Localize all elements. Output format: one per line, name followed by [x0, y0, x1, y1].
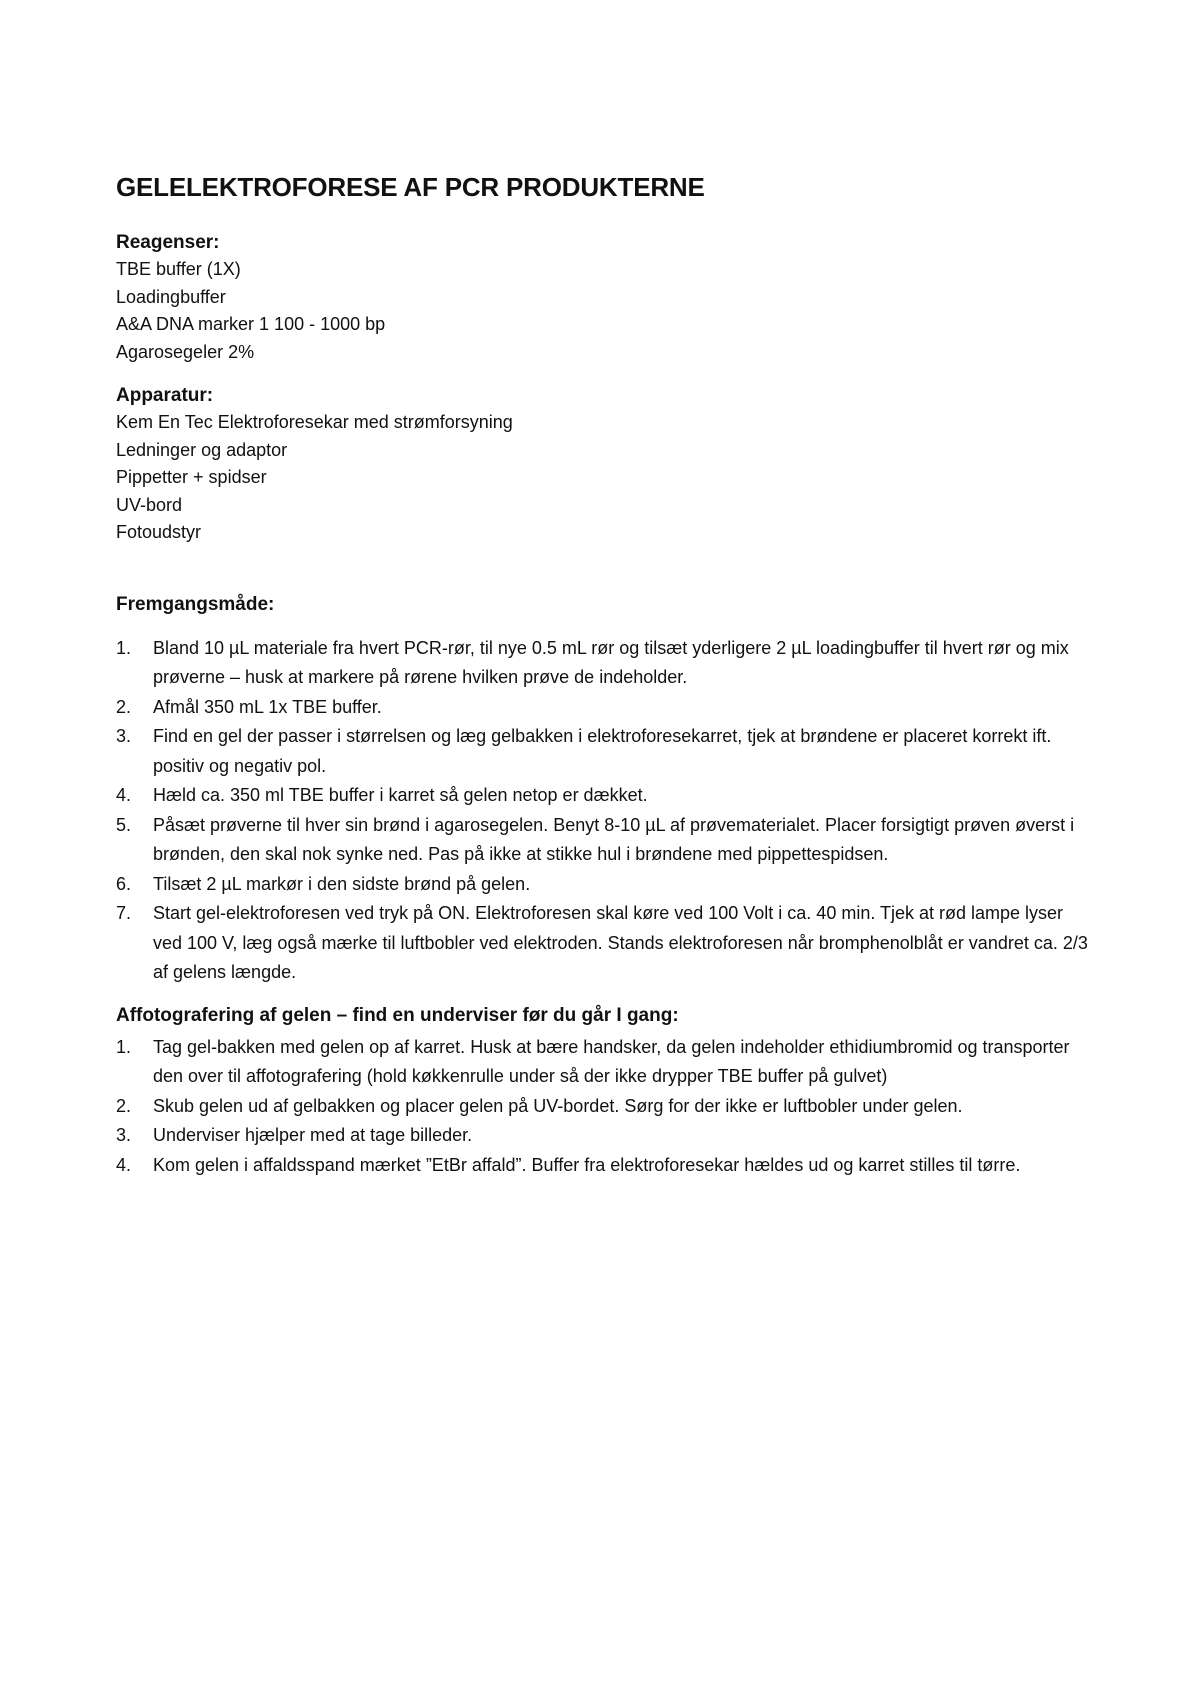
step-text: Tilsæt 2 µL markør i den sidste brønd på gelen.: [153, 873, 531, 894]
reagent-item: TBE buffer (1X): [116, 259, 241, 279]
step-number: 2.: [116, 1095, 132, 1116]
step-number: 3.: [116, 1125, 132, 1145]
step-number: 2.: [116, 696, 132, 717]
page-title: GELELEKTROFORESE AF PCR PRODUKTERNE: [116, 172, 705, 202]
procedure-step: [116, 693, 1096, 723]
procedure-step: [116, 722, 1096, 781]
procedure-step: [116, 634, 1096, 693]
photography-heading: Affotografering af gelen – find en underviser før du går I gang:: [116, 1004, 679, 1026]
photography-section: [116, 1002, 1096, 1181]
step-text: Tag gel-bakken med gelen op af karret. Husk at bære handsker, da gelen indeholder ethidiumbromid og transporter den over til affotografering (hold køkkenrulle under så der ikke drypper TBE buffer på gulvet): [153, 1036, 1070, 1086]
photography-steps: [116, 1033, 1096, 1181]
procedure-section: [116, 591, 1096, 988]
procedure-steps: [116, 634, 1096, 988]
apparatus-item: Kem En Tec Elektroforesekar med strømforsyning: [116, 412, 513, 432]
step-text: Start gel-elektroforesen ved tryk på ON. Elektroforesen skal køre ved 100 Volt i ca. 40 min. Tjek at rød lampe lyser ved 100 V, læg også mærke til luftbobler ved elektroden. Stands elektroforesen når bromphenolblåt er vandret ca. 2/3 af gelens længde.: [153, 903, 1088, 982]
apparatus-heading: Apparatur:: [116, 385, 214, 406]
step-number: 3.: [116, 726, 132, 746]
reagents-list: [116, 256, 1096, 366]
procedure-step: [116, 811, 1096, 870]
step-text: Find en gel der passer i størrelsen og læg gelbakken i elektroforesekarret, tjek at brøndene er placeret korrekt ift. positiv og negativ pol.: [153, 726, 1052, 776]
apparatus-item: UV-bord: [116, 494, 183, 515]
document-page: [116, 172, 1096, 1180]
photography-step: [116, 1033, 1096, 1092]
step-number: 1.: [116, 1036, 132, 1057]
reagents-heading: Reagenser:: [116, 232, 220, 253]
procedure-step: [116, 870, 1096, 900]
procedure-step: [116, 899, 1096, 988]
apparatus-list: [116, 409, 1096, 547]
procedure-heading: Fremgangsmåde:: [116, 593, 275, 615]
reagent-item: Agarosegeler 2%: [116, 341, 255, 362]
photography-step: [116, 1151, 1096, 1181]
apparatus-item: Pippetter + spidser: [116, 467, 267, 487]
step-text: Påsæt prøverne til hver sin brønd i agarosegelen. Benyt 8-10 µL af prøvematerialet. Placer forsigtigt prøven øverst i brønden, den skal nok synke ned. Pas på ikke at stikke hul i brøndene med pippettespidsen.: [153, 814, 1075, 864]
reagent-item: Loadingbuffer: [116, 286, 226, 307]
step-text: Hæld ca. 350 ml TBE buffer i karret så gelen netop er dækket.: [153, 785, 648, 805]
apparatus-section: [116, 382, 1096, 547]
step-number: 4.: [116, 785, 132, 805]
photography-step: [116, 1121, 1096, 1151]
photography-step: [116, 1092, 1096, 1122]
step-number: 7.: [116, 903, 132, 923]
step-number: 1.: [116, 637, 132, 658]
apparatus-item: Ledninger og adaptor: [116, 439, 288, 460]
reagents-section: [116, 229, 1096, 366]
step-text: Kom gelen i affaldsspand mærket ”EtBr affald”. Buffer fra elektroforesekar hældes ud og karret stilles til tørre.: [153, 1154, 1021, 1175]
step-text: Skub gelen ud af gelbakken og placer gelen på UV-bordet. Sørg for der ikke er luftbobler under gelen.: [153, 1095, 963, 1116]
procedure-step: [116, 781, 1096, 811]
reagent-item: A&A DNA marker 1 100 - 1000 bp: [116, 314, 386, 334]
step-number: 4.: [116, 1154, 132, 1175]
step-text: Underviser hjælper med at tage billeder.: [153, 1125, 473, 1145]
step-text: Afmål 350 mL 1x TBE buffer.: [153, 696, 382, 717]
step-number: 6.: [116, 873, 132, 894]
step-number: 5.: [116, 814, 132, 835]
step-text: Bland 10 µL materiale fra hvert PCR-rør, til nye 0.5 mL rør og tilsæt yderligere 2 µL loadingbuffer til hvert rør og mix prøverne – husk at markere på rørene hvilken prøve de indeholder.: [153, 637, 1069, 687]
apparatus-item: Fotoudstyr: [116, 522, 202, 542]
